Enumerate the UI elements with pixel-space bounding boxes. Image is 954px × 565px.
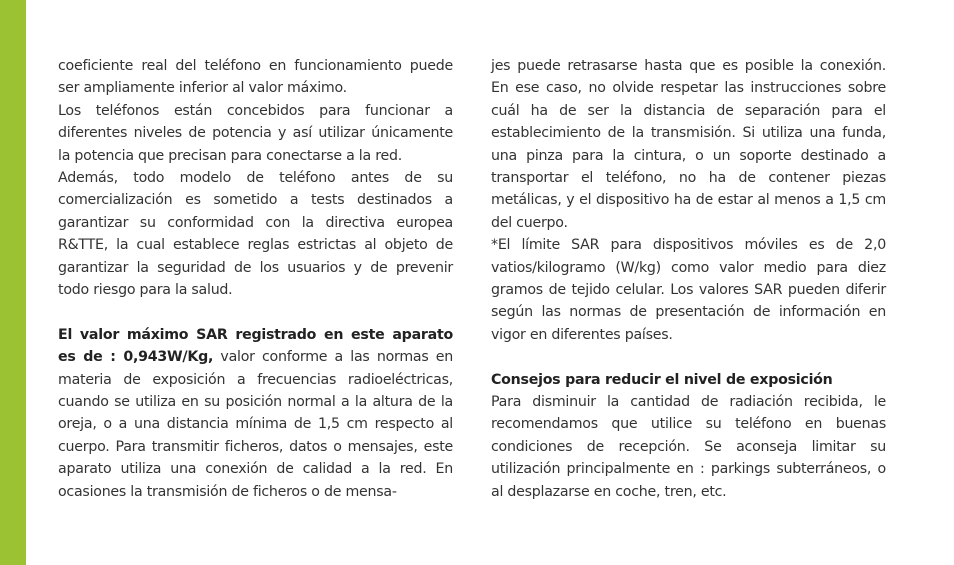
paragraph-transmission: jes puede retrasarse hasta que es posible la conexión. En ese caso, no olvide respetar las instrucciones sobre cuál ha de ser la distancia de separación para el establecimiento de la transmisión. Si utiliza una funda, una pinza para la cintura, o un soporte destinado a transportar el teléfono, no ha de contener piezas metálicas, y el dispositivo ha de estar al menos a 1,5 cm del cuerpo. <box>491 58 886 231</box>
green-accent-bar <box>0 0 26 565</box>
tips-text: Para disminuir la cantidad de radiación recibida, le recomendamos que utilice su teléfono en buenas condiciones de recepción. Se aconseja limitar su utilización principalmente en : parkings subterráneos, o al desplazarse en coche, tren, etc. <box>491 394 886 500</box>
sar-value-text: valor conforme a las normas en materia de exposición a frecuencias radioeléctricas, cuando se utiliza en su posición normal a la altura de la oreja, o a una distancia mínima de 1,5 cm respecto al cuerpo. Para transmitir ficheros, datos o mensajes, este aparato utiliza una conexión de calidad a la red. En ocasiones la transmisión de ficheros o de mensa- <box>58 349 453 500</box>
paragraph-rtte-compliance: Además, todo modelo de teléfono antes de su comercialización es sometido a tests destinados a garantizar su conformidad con la directiva europea R&TTE, la cual establece reglas estrictas al objeto de garantizar la seguridad de los usuarios y de prevenir todo riesgo para la salud. <box>58 170 453 299</box>
paragraph-spacer <box>58 301 453 323</box>
paragraph-power-levels: Los teléfonos están concebidos para funcionar a diferentes niveles de potencia y así utilizar únicamente la potencia que precisan para conectarse a la red. <box>58 102 453 164</box>
paragraph-sar-intro: coeficiente real del teléfono en funcionamiento puede ser ampliamente inferior al valor máximo. <box>58 58 453 97</box>
sar-value-heading: El valor máximo SAR registrado en este aparato es de : 0,943W/Kg, <box>58 326 453 366</box>
paragraph-sar-limit: *El límite SAR para dispositivos móviles es de 2,0 vatios/kilogramo (W/kg) como valor medio para diez gramos de tejido celular. Los valores SAR pueden diferir según las normas de presentación de información en vigor en diferentes países. <box>491 237 886 343</box>
right-text-column <box>491 55 886 503</box>
paragraph-sar-value <box>58 324 453 503</box>
tips-heading: Consejos para reducir el nivel de exposición <box>491 371 833 388</box>
paragraph-spacer <box>491 346 886 368</box>
left-text-column <box>58 55 453 503</box>
